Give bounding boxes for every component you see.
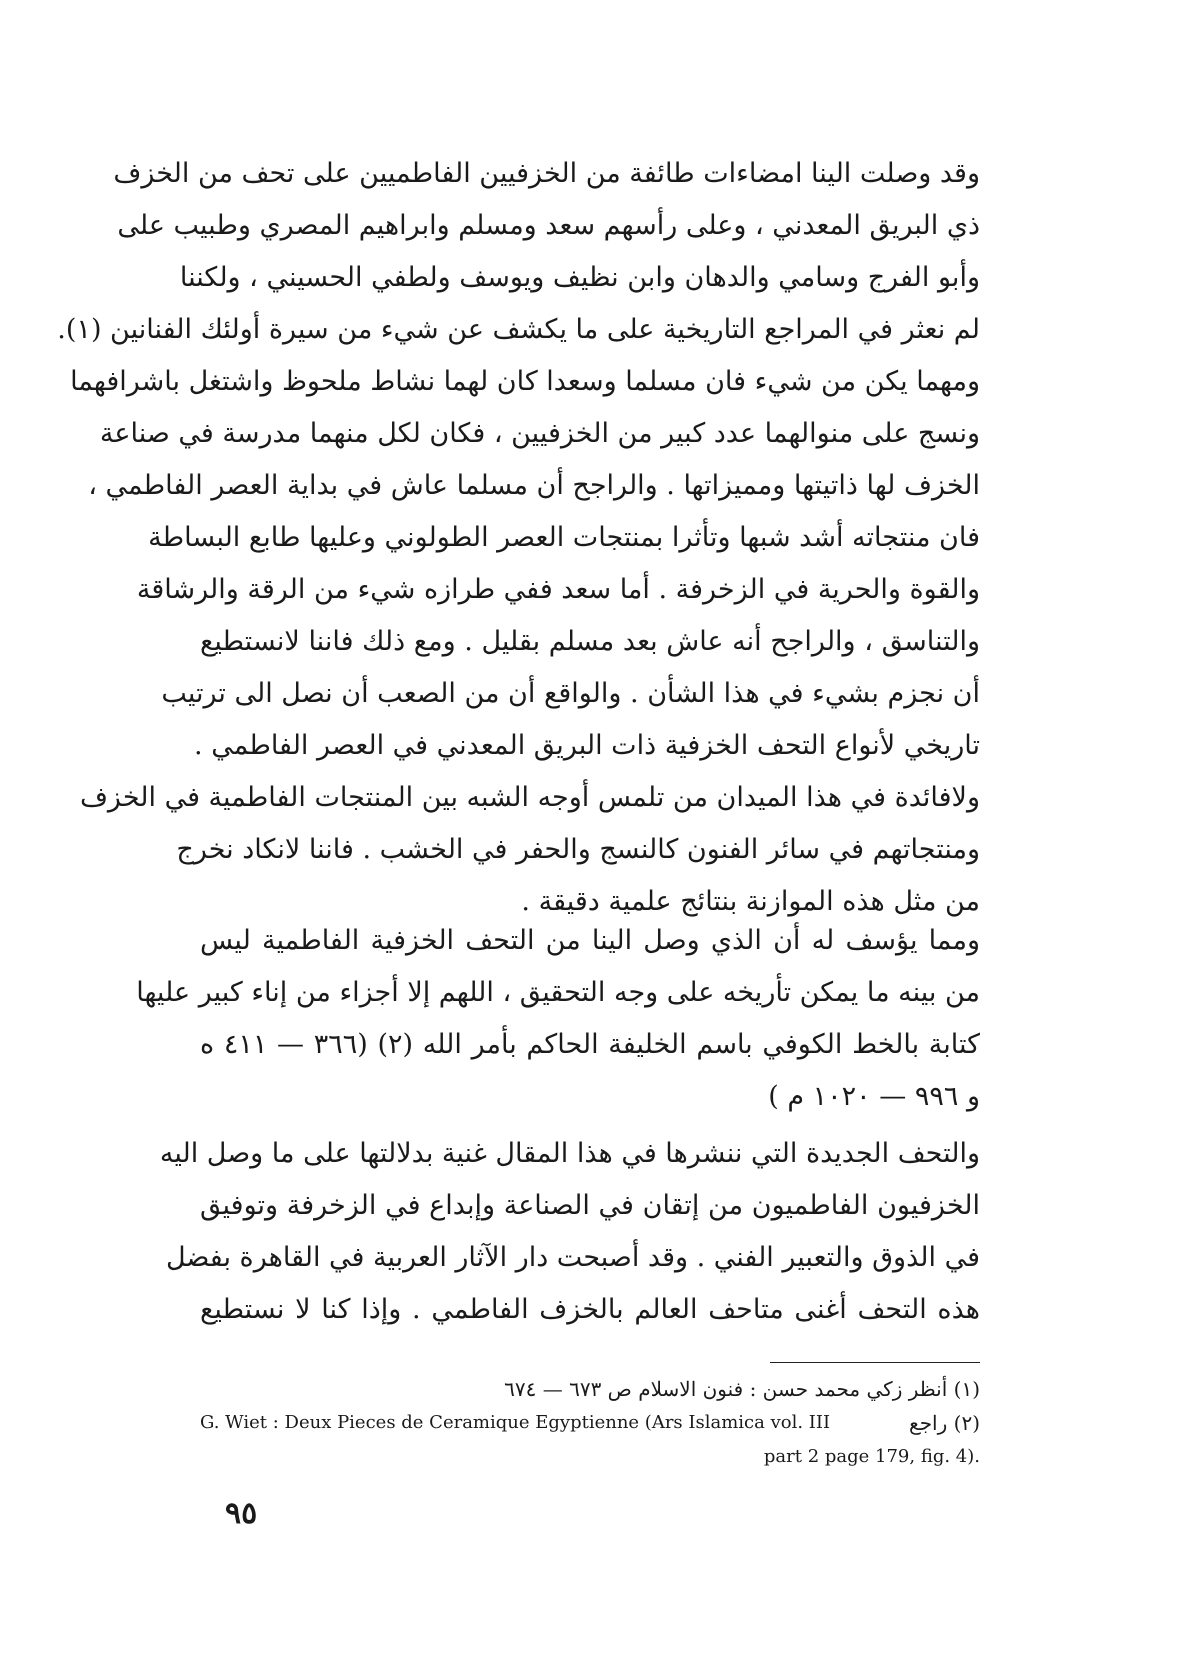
text-line: وقد وصلت الينا امضاءات طائفة من الخزفيين الفاطميين على تحف من الخزف (113, 158, 980, 189)
footnote-2 (200, 1406, 980, 1440)
text-line: أن نجزم بشيء في هذا الشأن . والواقع أن من الصعب أن نصل الى ترتيب (161, 678, 980, 709)
page-number: ٩٥ (225, 1496, 258, 1531)
paragraph-new-pieces (159, 1128, 980, 1336)
paragraph-dated-pieces (136, 915, 980, 1123)
text-line: والتحف الجديدة التي ننشرها في هذا المقال غنية بدلالتها على ما وصل اليه (159, 1138, 980, 1169)
footnote-2-continuation: part 2 page 179, fig. 4). (763, 1446, 980, 1467)
text-line: من بينه ما يمكن تأريخه على وجه التحقيق ، اللهم إلا أجزاء من إناء كبير عليها (136, 977, 980, 1008)
text-line: والقوة والحرية في الزخرفة . أما سعد ففي طرازه شيء من الرقة والرشاقة (136, 574, 980, 605)
text-line: الخزف لها ذاتيتها ومميزاتها . والراجح أن مسلما عاش في بداية العصر الفاطمي ، (88, 470, 980, 501)
text-line: ونسج على منوالهما عدد كبير من الخزفيين ، فكان لكل منهما مدرسة في صناعة (99, 418, 980, 449)
text-line: ذي البريق المعدني ، وعلى رأسهم سعد ومسلم وابراهيم المصري وطبيب على (117, 210, 980, 241)
text-line: من مثل هذه الموازنة بنتائج علمية دقيقة . (521, 886, 980, 917)
text-line: في الذوق والتعبير الفني . وقد أصبحت دار الآثار العربية في القاهرة بفضل (165, 1242, 980, 1273)
text-line: ومنتجاتهم في سائر الفنون كالنسج والحفر في الخشب . فاننا لانكاد نخرج (176, 834, 980, 865)
footnote-divider (770, 1362, 980, 1363)
text-line: ومما يؤسف له أن الذي وصل الينا من التحف الخزفية الفاطمية ليس (200, 925, 980, 956)
text-line: و ٩٩٦ — ١٠٢٠ م ) (768, 1081, 980, 1112)
text-line: وأبو الفرج وسامي والدهان وابن نظيف ويوسف ولطفي الحسيني ، ولكننا (179, 262, 980, 293)
text-line: ولافائدة في هذا الميدان من تلمس أوجه الشبه بين المنتجات الفاطمية في الخزف (79, 782, 980, 813)
footnote-2-reference: G. Wiet : Deux Pieces de Ceramique Egyptienne (Ars Islamica vol. III (200, 1412, 831, 1433)
footnote-1: (١) أنظر زكي محمد حسن : فنون الاسلام ص ٦٧٣ — ٦٧٤ (504, 1377, 980, 1401)
text-line: كتابة بالخط الكوفي باسم الخليفة الحاكم بأمر الله (٢) (٣٦٦ — ٤١١ ه (200, 1029, 980, 1060)
text-line: فان منتجاته أشد شبها وتأثرا بمنتجات العصر الطولوني وعليها طابع البساطة (148, 522, 980, 553)
text-line: هذه التحف أغنى متاحف العالم بالخزف الفاطمي . وإذا كنا لا نستطيع (200, 1294, 980, 1325)
footnote-2-marker: (٢) راجع (909, 1411, 980, 1435)
text-line: والتناسق ، والراجح أنه عاش بعد مسلم بقليل . ومع ذلك فاننا لانستطيع (200, 626, 980, 657)
paragraph-fatimid-potters (57, 148, 980, 928)
text-line: تاريخي لأنواع التحف الخزفية ذات البريق المعدني في العصر الفاطمي . (194, 730, 980, 761)
text-line: الخزفيون الفاطميون من إتقان في الصناعة وإبداع في الزخرفة وتوفيق (200, 1190, 980, 1221)
text-line: لم نعثر في المراجع التاريخية على ما يكشف عن شيء من سيرة أولئك الفنانين (١). (57, 314, 980, 345)
text-line: ومهما يكن من شيء فان مسلما وسعدا كان لهما نشاط ملحوظ واشتغل باشرافهما (70, 366, 980, 397)
